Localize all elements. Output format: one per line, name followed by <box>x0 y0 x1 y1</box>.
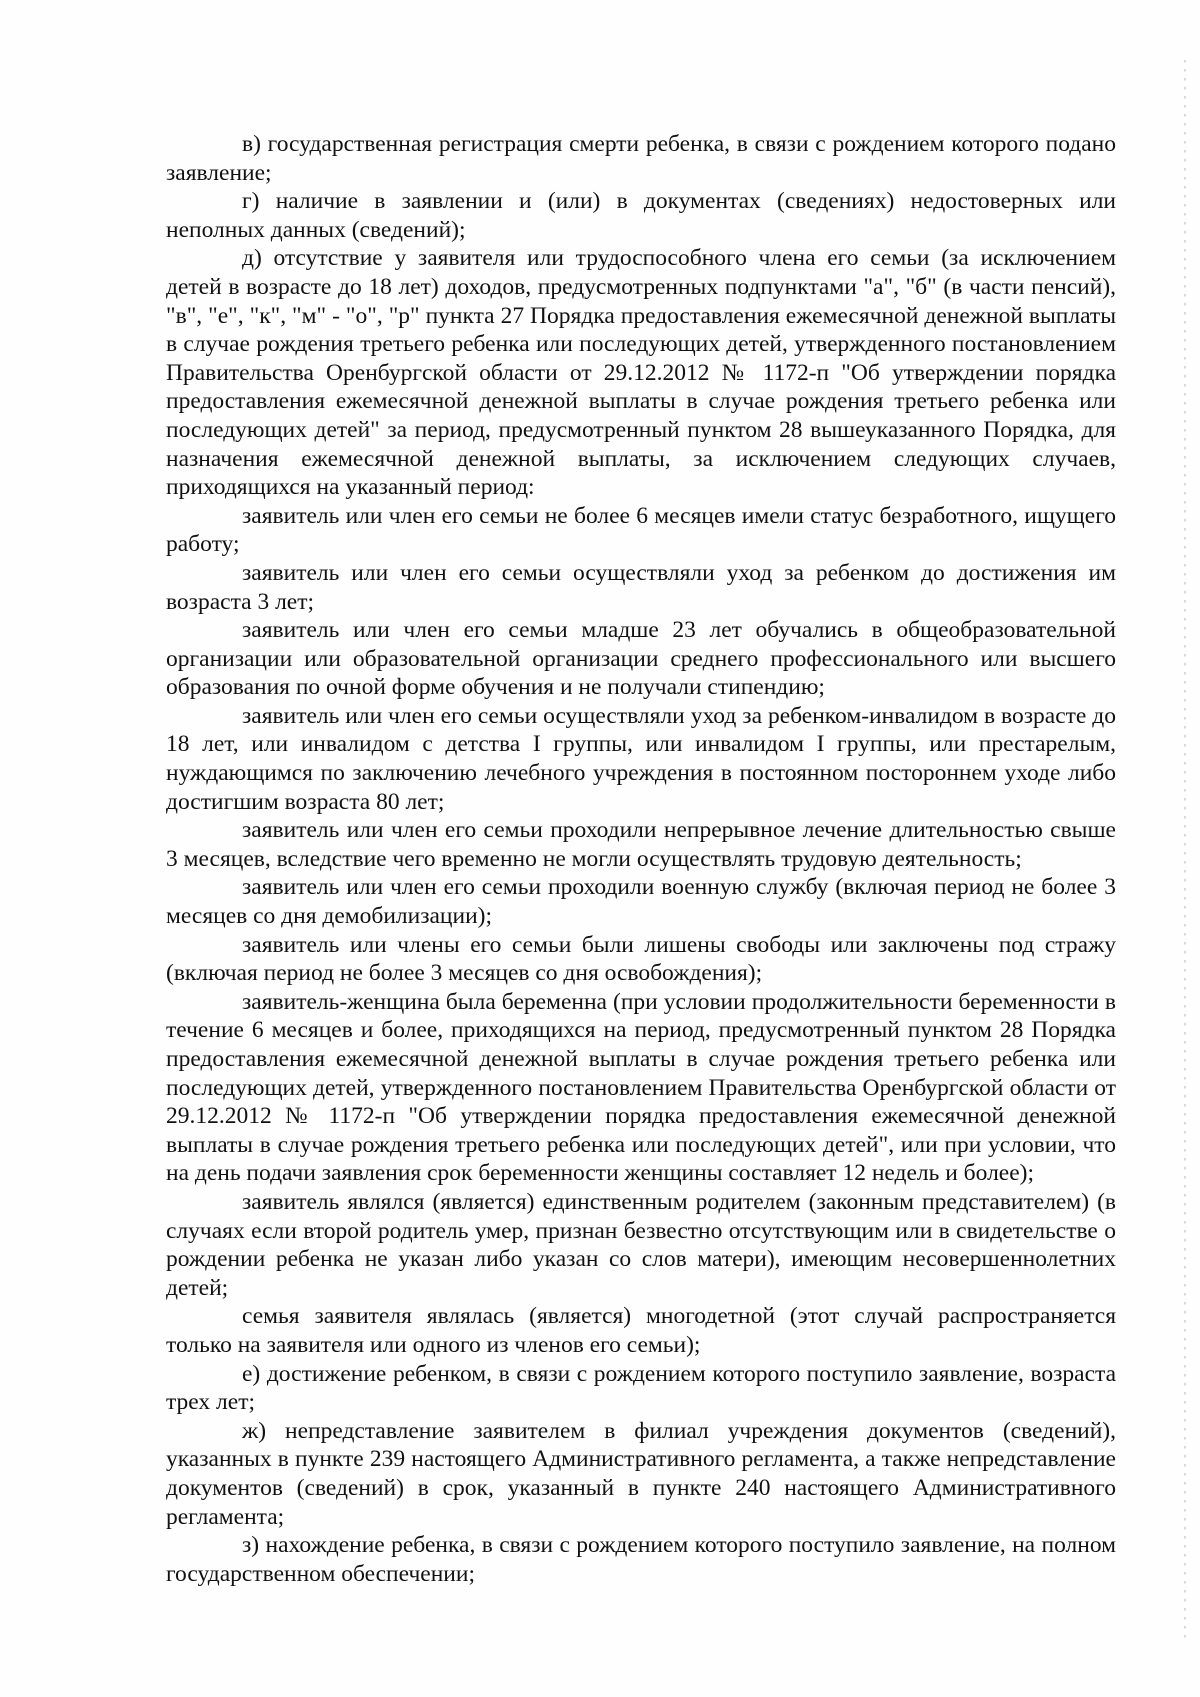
paragraph-item-v: в) государственная регистрация смерти ребенка, в связи с рождением которого подано заявление; <box>166 131 1116 186</box>
paragraph-item-z: з) нахождение ребенка, в связи с рождением которого поступило заявление, на полном государственном обеспечении; <box>166 1532 1116 1587</box>
paragraph-exception-childcare: заявитель или член его семьи осуществляли уход за ребенком до достижения им возраста 3 лет; <box>166 559 1116 615</box>
paragraph-exception-military: заявитель или член его семьи проходили военную службу (включая период не более 3 месяцев со дня демобилизации); <box>166 874 1116 930</box>
paragraph-item-zh: ж) непредставление заявителем в филиал учреждения документов (сведений), указанных в пункте 239 настоящего Административного регламента, а также непредставление документов (сведений) в срок, указанный в пункте 240 настоящего Административного регламента; <box>166 1417 1116 1530</box>
paragraph-item-g: г) наличие в заявлении и (или) в документах (сведениях) недостоверных или неполных данных (сведений); <box>166 188 1116 243</box>
paragraph-exception-disabled-care: заявитель или член его семьи осуществляли уход за ребенком-инвалидом в возрасте до 18 лет, или инвалидом с детства I группы, или инвалидом I группы, или престарелым, нуждающимся по заключению лечебного учреждения в постоянном постороннем уходе либо достигшим возраста 80 лет; <box>166 702 1116 815</box>
paragraph-item-e: е) достижение ребенком, в связи с рождением которого поступило заявление, возраста трех лет; <box>166 1360 1116 1416</box>
paragraph-exception-custody: заявитель или члены его семьи были лишены свободы или заключены под стражу (включая период не более 3 месяцев со дня освобождения); <box>166 931 1116 987</box>
paragraph-exception-pregnancy: заявитель-женщина была беременна (при условии продолжительности беременности в течение 6 месяцев и более, приходящихся на период, предусмотренный пунктом 28 Порядка предоставления ежемесячной денежной выплаты в случае рождения третьего ребенка или последующих детей, утвержденного постановлением Правительства Оренбургской области от 29.12.2012 № 1172-п "Об утверждении порядка предоставления ежемесячной денежной выплаты в случае рождения третьего ребенка или последующих детей", или при условии, что на день подачи заявления срок беременности женщины составляет 12 недель и более); <box>166 988 1116 1187</box>
scan-edge-mark <box>1184 60 1186 1640</box>
paragraph-exception-unemployed: заявитель или член его семьи не более 6 месяцев имели статус безработного, ищущего работу; <box>166 502 1116 558</box>
paragraph-exception-large-family: семья заявителя являлась (является) многодетной (этот случай распространяется только на заявителя или одного из членов его семьи); <box>166 1303 1116 1358</box>
paragraph-exception-education: заявитель или член его семьи младше 23 лет обучались в общеобразовательной организации или образовательной организации среднего профессионального или высшего образования по очной форме обучения и не получали стипендию; <box>166 617 1116 701</box>
document-body <box>166 130 1116 1588</box>
paragraph-exception-single-parent: заявитель являлся (является) единственным родителем (законным представителем) (в случаях если второй родитель умер, признан безвестно отсутствующим или в свидетельстве о рождении ребенка не указан либо указан со слов матери), имеющим несовершеннолетних детей; <box>166 1188 1116 1301</box>
paragraph-exception-treatment: заявитель или член его семьи проходили непрерывное лечение длительностью свыше 3 месяцев, вследствие чего временно не могли осуществлять трудовую деятельность; <box>166 817 1116 872</box>
paragraph-item-d: д) отсутствие у заявителя или трудоспособного члена его семьи (за исключением детей в возрасте до 18 лет) доходов, предусмотренных подпунктами "а", "б" (в части пенсий), "в", "е", "к", "м" - "о", "р" пункта 27 Порядка предоставления ежемесячной денежной выплаты в случае рождения третьего ребенка или последующих детей, утвержденного постановлением Правительства Оренбургской области от 29.12.2012 № 1172-п "Об утверждении порядка предоставления ежемесячной денежной выплаты в случае рождения третьего ребенка или последующих детей" за период, предусмотренный пунктом 28 вышеуказанного Порядка, для назначения ежемесячной денежной выплаты, за исключением следующих случаев, приходящихся на указанный период: <box>166 245 1116 501</box>
